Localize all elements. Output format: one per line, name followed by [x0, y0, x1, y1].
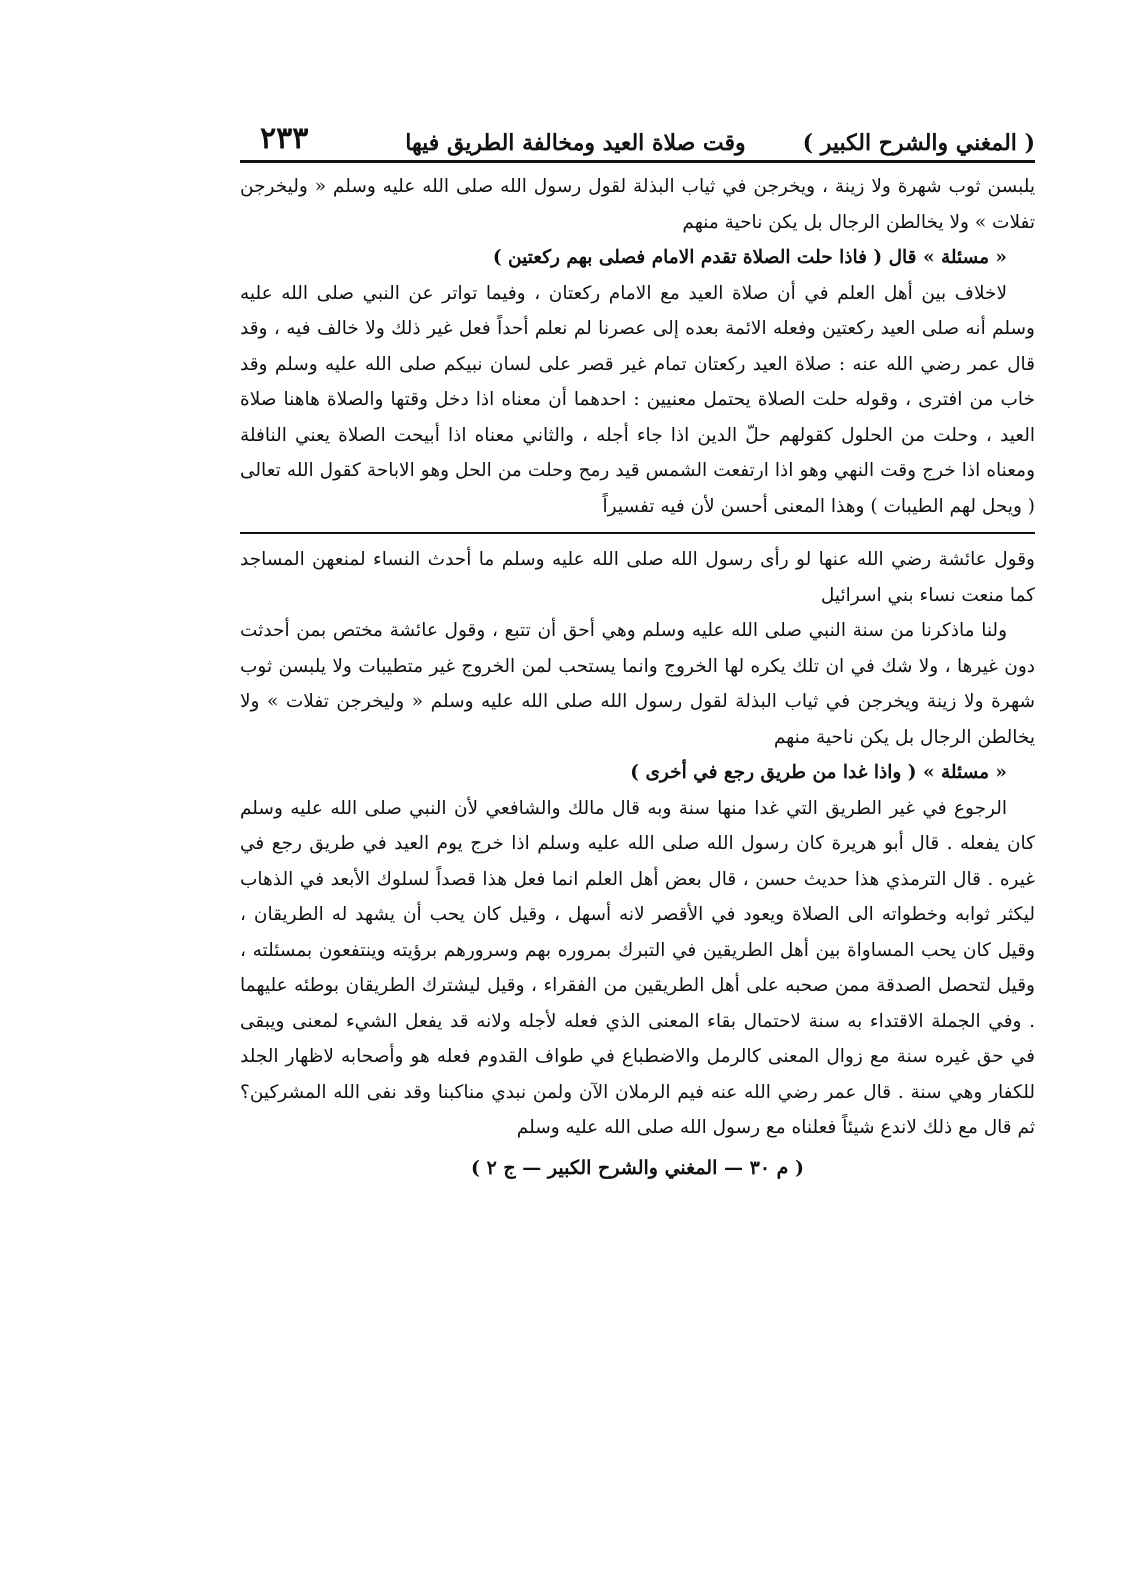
- commentary-paragraph: ولنا ماذكرنا من سنة النبي صلى الله عليه وسلم وهي أحق أن تتبع ، وقول عائشة مختص بمن أحدثت دون غيرها ، ولا شك في ان تلك يكره لها الخروج وانما يستحب لمن الخروج غير متطيبات ولا يلبسن ثوب شهرة ولا زينة ويخرجن في ثياب البذلة لقول رسول الله صلى الله عليه وسلم « وليخرجن تفلات » ولا يخالطن الرجال بل يكن ناحية منهم: [240, 620, 1035, 748]
- main-text-section: [240, 169, 1035, 524]
- main-paragraph: لاخلاف بين أهل العلم في أن صلاة العيد مع الامام ركعتان ، وفيما تواتر عن النبي صلى الله عليه وسلم أنه صلى العيد ركعتين وفعله الائمة بعده إلى عصرنا لم نعلم أحداً فعل غير ذلك ولا خالف فيه ، وقد قال عمر رضي الله عنه : صلاة العيد ركعتان تمام غير قصر على لسان نبيكم صلى الله عليه وسلم وقد خاب من افترى ، وقوله حلت الصلاة يحتمل معنيين : احدهما أن معناه اذا دخل وقتها والصلاة هاهنا صلاة العيد ، وحلت من الحلول كقولهم حلّ الدين اذا جاء أجله ، والثاني معناه اذا أبيحت الصلاة يعني النافلة ومعناه اذا خرج وقت النهي وهو اذا ارتفعت الشمس قيد رمح وحلت من الحل وهو الاباحة كقول الله تعالى ( ويحل لهم الطيبات ) وهذا المعنى أحسن لأن فيه تفسيراً: [240, 282, 1035, 517]
- main-paragraph-continuation: يلبسن ثوب شهرة ولا زينة ، ويخرجن في ثياب البذلة لقول رسول الله صلى الله عليه وسلم « وليخرجن تفلات » ولا يخالطن الرجال بل يكن ناحية منهم: [240, 176, 1035, 233]
- page-header: [240, 118, 1035, 156]
- section-divider: [240, 532, 1035, 534]
- page-number: ٢٣٣: [260, 121, 309, 156]
- commentary-paragraph: وقول عائشة رضي الله عنها لو رأى رسول الله صلى الله عليه وسلم ما أحدث النساء لمنعهن المساجد كما منعت نساء بني اسرائيل: [240, 549, 1035, 606]
- book-title: ( المغني والشرح الكبير ): [802, 130, 1035, 156]
- commentary-paragraph: الرجوع في غير الطريق التي غدا منها سنة وبه قال مالك والشافعي لأن النبي صلى الله عليه وسلم كان يفعله . قال أبو هريرة كان رسول الله صلى الله عليه وسلم اذا خرج يوم العيد في طريق رجع في غيره . قال الترمذي هذا حديث حسن ، قال بعض أهل العلم انما فعل هذا قصداً لسلوك الأبعد في الذهاب ليكثر ثوابه وخطواته الى الصلاة ويعود في الأقصر لانه أسهل ، وقيل كان يحب أن يشهد له الطريقان ، وقيل كان يحب المساواة بين أهل الطريقين في التبرك بمروره بهم وسرورهم برؤيته وينتفعون بمسئلته ، وقيل لتحصل الصدقة ممن صحبه على أهل الطريقين من الفقراء ، وقيل ليشترك الطريقان بوطئه عليهما . وفي الجملة الاقتداء به سنة لاحتمال بقاء المعنى الذي فعله لأجله ولانه قد يفعل الشيء لمعنى ويبقى في حق غيره سنة مع زوال المعنى كالرمل والاضطباع في طواف القدوم فعله هو وأصحابه لاظهار الجلد للكفار وهي سنة . قال عمر رضي الله عنه فيم الرملان الآن ولمن نبدي مناكبنا وقد نفى الله المشركين؟ ثم قال مع ذلك لاندع شيئاً فعلناه مع رسول الله صلى الله عليه وسلم: [240, 797, 1035, 1138]
- masala-heading: « مسئلة » قال ( فاذا حلت الصلاة تقدم الامام فصلى بهم ركعتين ): [492, 247, 1007, 268]
- chapter-title: وقت صلاة العيد ومخالفة الطريق فيها: [405, 130, 746, 156]
- masala-heading: « مسئلة » ( واذا غدا من طريق رجع في أخرى ): [630, 762, 1007, 783]
- book-page: [240, 118, 1035, 1184]
- commentary-section: [240, 542, 1035, 1146]
- header-rule: [240, 160, 1035, 163]
- signature-mark: ( م ٣٠ — المغني والشرح الكبير — ج ٢ ): [470, 1156, 805, 1179]
